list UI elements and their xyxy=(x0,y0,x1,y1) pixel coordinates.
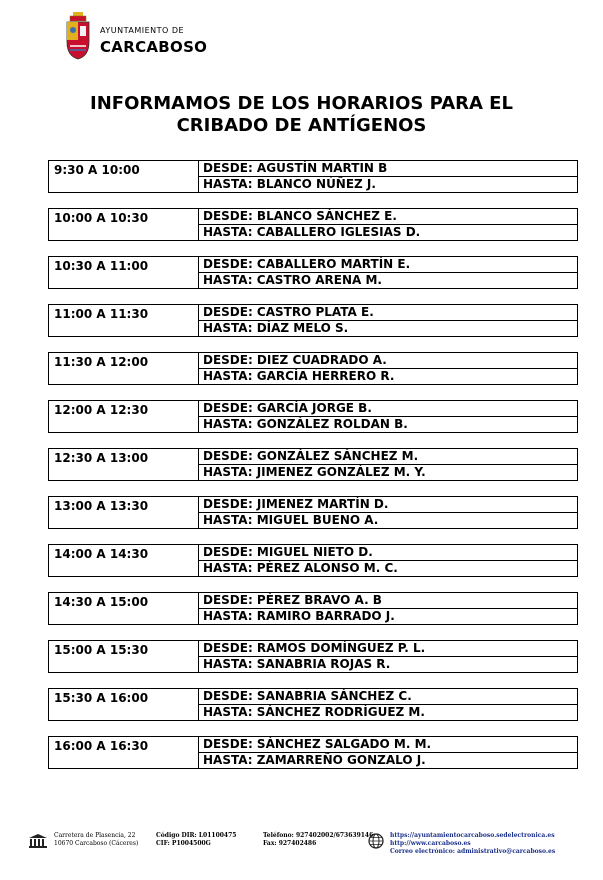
range-from: DESDE: DIEZ CUADRADO A. xyxy=(203,353,387,367)
schedule-row xyxy=(48,592,578,625)
name-range xyxy=(199,353,577,384)
name-range xyxy=(199,257,577,288)
range-from: DESDE: SANABRIA SÁNCHEZ C. xyxy=(203,689,412,703)
address-line-1: Carretera de Plasencia, 22 xyxy=(54,832,136,839)
range-from: DESDE: SÁNCHEZ SALGADO M. M. xyxy=(203,737,432,751)
range-to: HASTA: RAMIRO BARRADO J. xyxy=(199,608,577,624)
phone: Teléfono: 927402002/673639146 xyxy=(263,832,374,839)
time-slot: 10:00 A 10:30 xyxy=(49,209,199,240)
time-slot: 10:30 A 11:00 xyxy=(49,257,199,288)
name-range xyxy=(199,209,577,240)
cif: CIF: P1004500G xyxy=(156,840,211,847)
schedule-row xyxy=(48,640,578,673)
dir-code: Código DIR: L01100475 xyxy=(156,832,237,839)
range-from: DESDE: PÉREZ BRAVO A. B xyxy=(203,593,382,607)
range-from: DESDE: AGUSTÍN MARTIN B xyxy=(203,161,388,175)
sede-link[interactable]: https://ayuntamientocarcaboso.sedelectronica.es xyxy=(390,832,555,839)
schedule-row xyxy=(48,736,578,769)
range-from: DESDE: CABALLERO MARTÍN E. xyxy=(203,257,411,271)
time-slot: 12:30 A 13:00 xyxy=(49,449,199,480)
range-to: HASTA: CASTRO ARENA M. xyxy=(199,272,577,288)
schedule-table xyxy=(48,160,578,784)
footer xyxy=(28,832,556,862)
name-range xyxy=(199,401,577,432)
name-range xyxy=(199,689,577,720)
range-from: DESDE: BLANCO SÁNCHEZ E. xyxy=(203,209,397,223)
title-line-1: INFORMAMOS DE LOS HORARIOS PARA EL xyxy=(90,93,513,114)
time-slot: 16:00 A 16:30 xyxy=(49,737,199,768)
time-slot: 12:00 A 12:30 xyxy=(49,401,199,432)
schedule-row xyxy=(48,208,578,241)
range-to: HASTA: JIMENEZ GONZÁLEZ M. Y. xyxy=(199,464,577,480)
schedule-row xyxy=(48,304,578,337)
range-from: DESDE: CASTRO PLATA E. xyxy=(203,305,374,319)
schedule-row xyxy=(48,160,578,193)
range-from: DESDE: MIGUEL NIETO D. xyxy=(203,545,373,559)
schedule-row xyxy=(48,496,578,529)
time-slot: 13:00 A 13:30 xyxy=(49,497,199,528)
schedule-row xyxy=(48,400,578,433)
schedule-row xyxy=(48,688,578,721)
range-to: HASTA: PÉREZ ALONSO M. C. xyxy=(199,560,577,576)
range-to: HASTA: ZAMARREÑO GONZALO J. xyxy=(199,752,577,768)
name-range xyxy=(199,161,577,192)
name-range xyxy=(199,497,577,528)
coat-of-arms-icon xyxy=(64,12,92,60)
org-prefix: AYUNTAMIENTO DE xyxy=(100,26,185,35)
name-range xyxy=(199,305,577,336)
range-to: HASTA: SÁNCHEZ RODRÍGUEZ M. xyxy=(199,704,577,720)
globe-icon xyxy=(368,833,384,849)
range-to: HASTA: DÍAZ MELO S. xyxy=(199,320,577,336)
time-slot: 15:30 A 16:00 xyxy=(49,689,199,720)
schedule-row xyxy=(48,256,578,289)
name-range xyxy=(199,641,577,672)
email-link[interactable]: Correo electrónico: administrativo@carcaboso.es xyxy=(390,848,556,855)
schedule-row xyxy=(48,544,578,577)
schedule-row xyxy=(48,352,578,385)
range-to: HASTA: MIGUEL BUENO A. xyxy=(199,512,577,528)
time-slot: 14:30 A 15:00 xyxy=(49,593,199,624)
range-from: DESDE: JIMENEZ MARTÍN D. xyxy=(203,497,389,511)
time-slot: 14:00 A 14:30 xyxy=(49,545,199,576)
range-to: HASTA: BLANCO NÚÑEZ J. xyxy=(199,176,577,192)
time-slot: 15:00 A 15:30 xyxy=(49,641,199,672)
range-from: DESDE: RAMOS DOMÍNGUEZ P. L. xyxy=(203,641,426,655)
name-range xyxy=(199,545,577,576)
schedule-row xyxy=(48,448,578,481)
page-title xyxy=(40,93,563,137)
address-line-2: 10670 Carcaboso (Cáceres) xyxy=(54,840,139,847)
title-line-2: CRIBADO DE ANTÍGENOS xyxy=(176,115,427,136)
org-name: CARCABOSO xyxy=(100,38,208,56)
name-range xyxy=(199,593,577,624)
range-from: DESDE: GONZÁLEZ SÁNCHEZ M. xyxy=(203,449,419,463)
web-link[interactable]: http://www.carcaboso.es xyxy=(390,840,471,847)
range-to: HASTA: GARCÍA HERRERO R. xyxy=(199,368,577,384)
range-to: HASTA: CABALLERO IGLESIAS D. xyxy=(199,224,577,240)
time-slot: 11:00 A 11:30 xyxy=(49,305,199,336)
fax: Fax: 927402486 xyxy=(263,840,317,847)
name-range xyxy=(199,737,577,768)
time-slot: 9:30 A 10:00 xyxy=(49,161,199,192)
municipal-logo xyxy=(64,12,224,62)
building-icon xyxy=(28,833,48,849)
range-from: DESDE: GARCÍA JORGE B. xyxy=(203,401,372,415)
name-range xyxy=(199,449,577,480)
range-to: HASTA: SANABRIA ROJAS R. xyxy=(199,656,577,672)
time-slot: 11:30 A 12:00 xyxy=(49,353,199,384)
range-to: HASTA: GONZÁLEZ ROLDAN B. xyxy=(199,416,577,432)
